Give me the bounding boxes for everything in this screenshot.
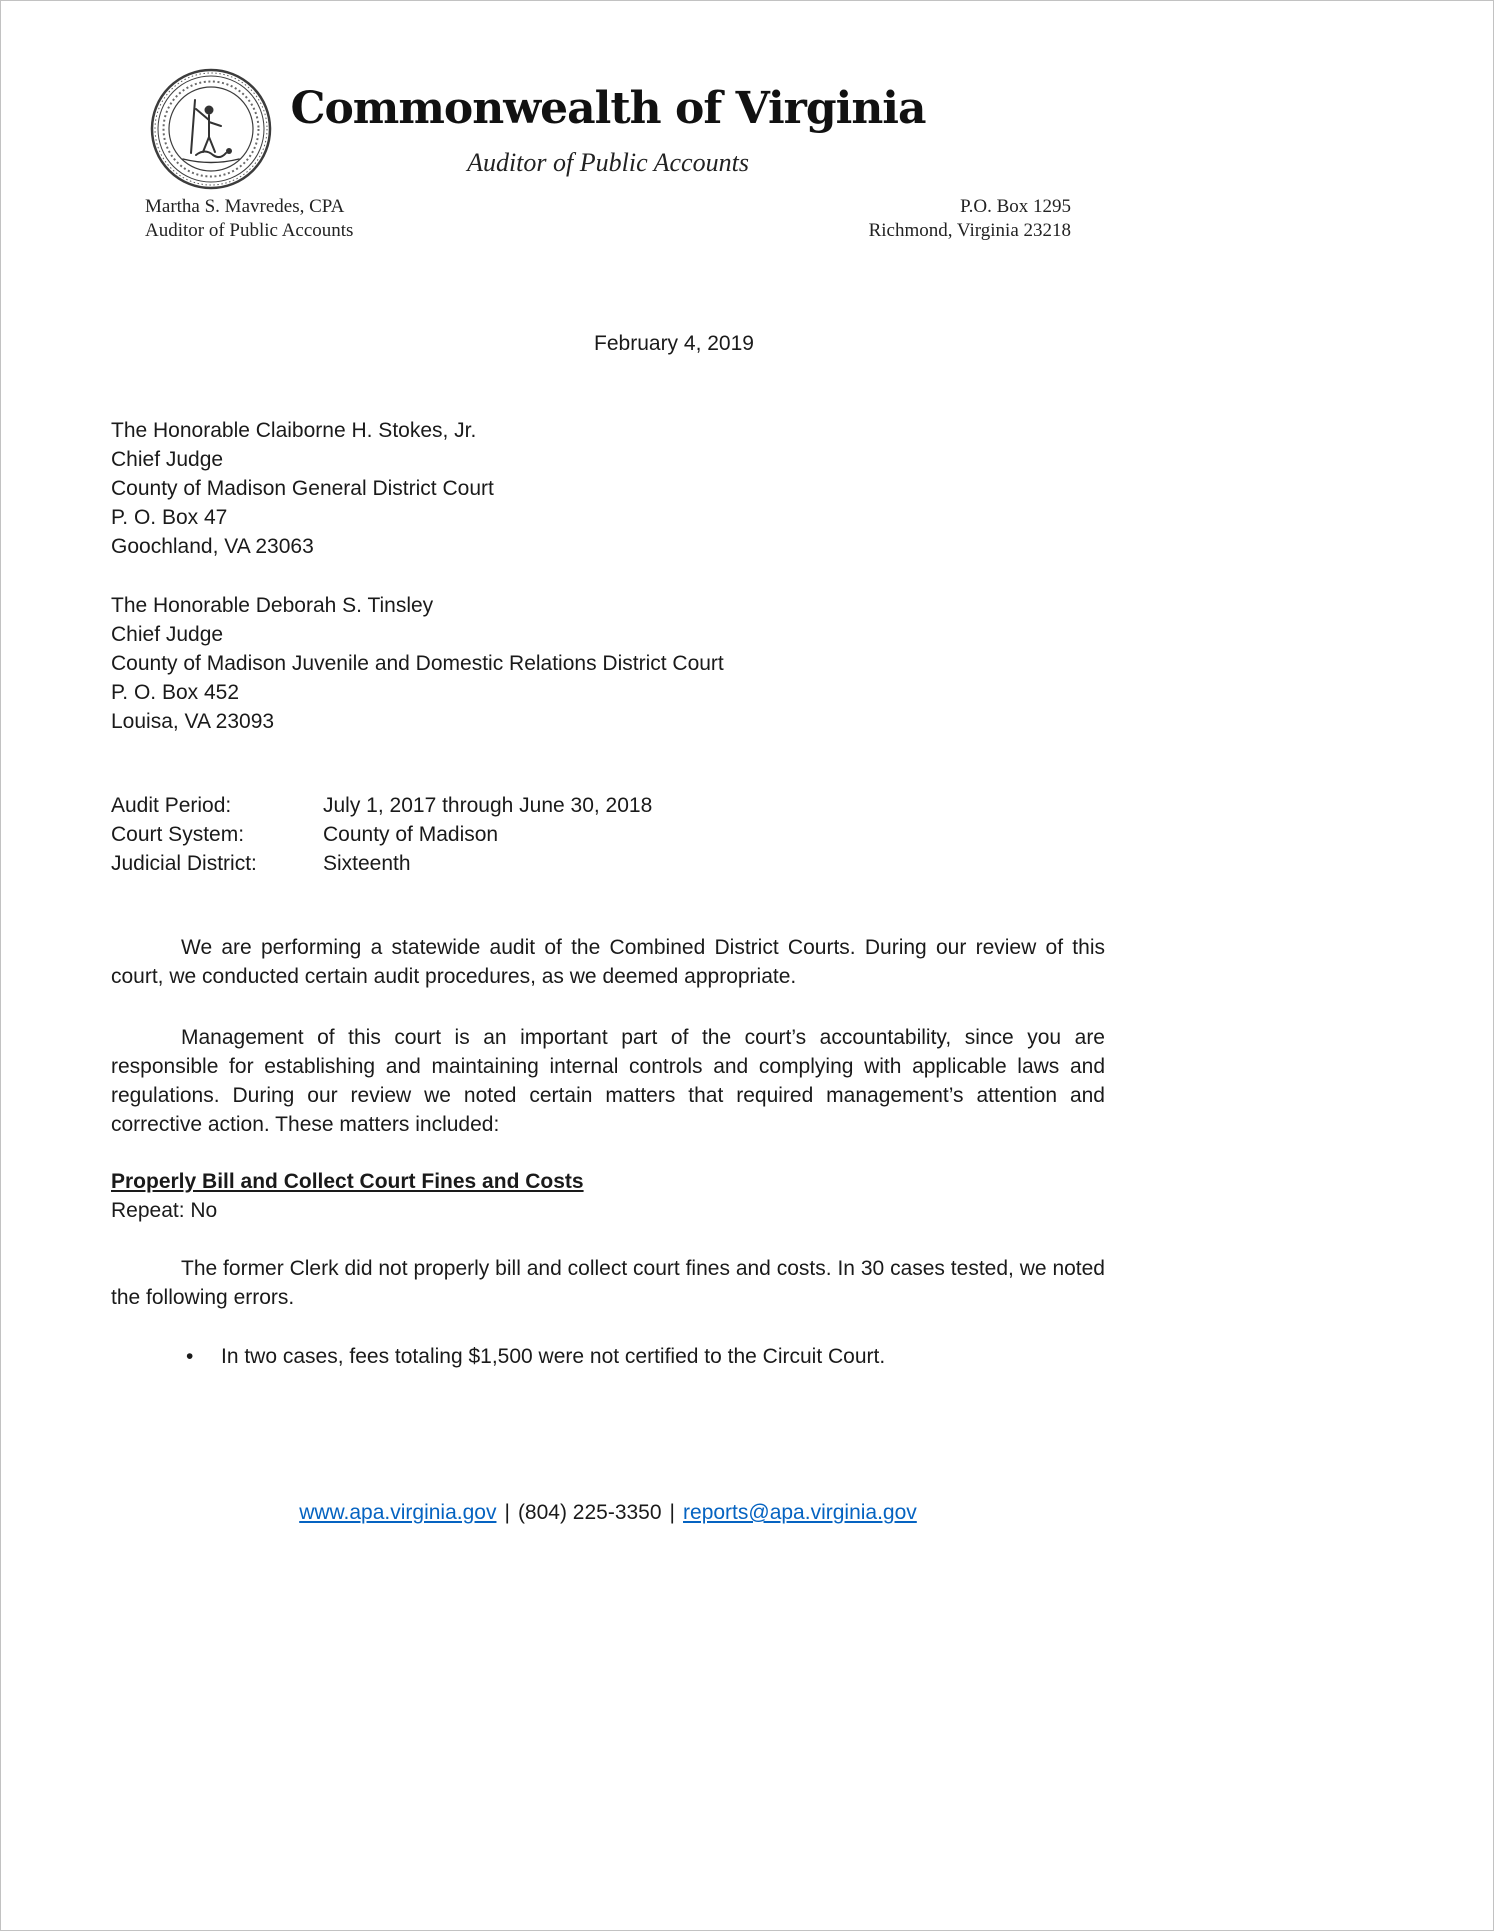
org-division: Auditor of Public Accounts — [467, 148, 749, 177]
recipient-court: County of Madison General District Court — [111, 477, 494, 500]
bullet-item — [111, 1342, 1105, 1371]
recipient-name: The Honorable Deborah S. Tinsley — [111, 594, 434, 617]
footer-separator: | — [504, 1501, 510, 1524]
email-link[interactable]: reports@apa.virginia.gov — [683, 1501, 917, 1524]
office-po-box: P.O. Box 1295 — [960, 196, 1071, 217]
paragraph-management: Management of this court is an important part of the court’s accountability, since you are responsible for establishing and maintaining internal controls and complying with applicable laws and regulations. During our review we noted certain matters that required management’s attention and corrective action. These matters included: — [111, 1026, 1105, 1136]
recipient-city-state-zip: Louisa, VA 23093 — [111, 710, 275, 733]
finding-heading: Properly Bill and Collect Court Fines and Costs — [111, 1170, 584, 1193]
bullet-icon: • — [186, 1345, 194, 1368]
audit-period-value: July 1, 2017 through June 30, 2018 — [323, 794, 653, 817]
phone-number: (804) 225-3350 — [517, 1501, 662, 1524]
recipient-city-state-zip: Goochland, VA 23063 — [111, 535, 314, 558]
office-city-state-zip: Richmond, Virginia 23218 — [868, 220, 1071, 241]
paragraph-finding-body: The former Clerk did not properly bill and collect court fines and costs. In 30 cases tested, we noted the following errors. — [111, 1257, 1105, 1309]
paragraph-intro: We are performing a statewide audit of the Combined District Courts. During our review of this court, we conducted certain audit procedures, as we deemed appropriate. — [111, 936, 1105, 988]
audit-info-row — [111, 820, 1105, 849]
page-footer — [111, 1498, 1105, 1527]
recipient-court: County of Madison Juvenile and Domestic Relations District Court — [111, 652, 724, 675]
recipient-block-2 — [111, 591, 1105, 736]
letter-body — [111, 329, 1105, 1527]
recipient-title: Chief Judge — [111, 448, 224, 471]
recipient-title: Chief Judge — [111, 623, 224, 646]
bullet-text: In two cases, fees totaling $1,500 were not certified to the Circuit Court. — [221, 1345, 886, 1368]
recipient-block-1 — [111, 416, 1105, 561]
office-address-block — [869, 195, 1071, 243]
court-system-value: County of Madison — [323, 823, 499, 846]
letter-date: February 4, 2019 — [594, 332, 754, 355]
footer-separator: | — [669, 1501, 676, 1524]
official-block — [145, 195, 353, 243]
official-name: Martha S. Mavredes, CPA — [145, 196, 345, 217]
judicial-district-value: Sixteenth — [323, 852, 411, 875]
audit-period-label: Audit Period: — [111, 794, 232, 817]
official-title: Auditor of Public Accounts — [145, 220, 354, 241]
letterhead-info-row — [145, 195, 1071, 243]
website-link[interactable]: www.apa.virginia.gov — [299, 1501, 497, 1524]
judicial-district-label: Judicial District: — [111, 852, 257, 875]
court-system-label: Court System: — [111, 823, 245, 846]
audit-info-row — [111, 849, 1105, 878]
recipient-name: The Honorable Claiborne H. Stokes, Jr. — [111, 419, 477, 442]
org-name: Commonwealth of Virginia — [290, 83, 926, 134]
recipient-po-box: P. O. Box 452 — [111, 681, 240, 704]
virginia-state-seal-icon — [149, 67, 273, 191]
recipient-po-box: P. O. Box 47 — [111, 506, 228, 529]
audit-info-row — [111, 791, 1105, 820]
audit-info-table — [111, 791, 1105, 878]
letterhead — [1, 1, 1493, 243]
finding-repeat-label: Repeat: No — [111, 1199, 218, 1222]
